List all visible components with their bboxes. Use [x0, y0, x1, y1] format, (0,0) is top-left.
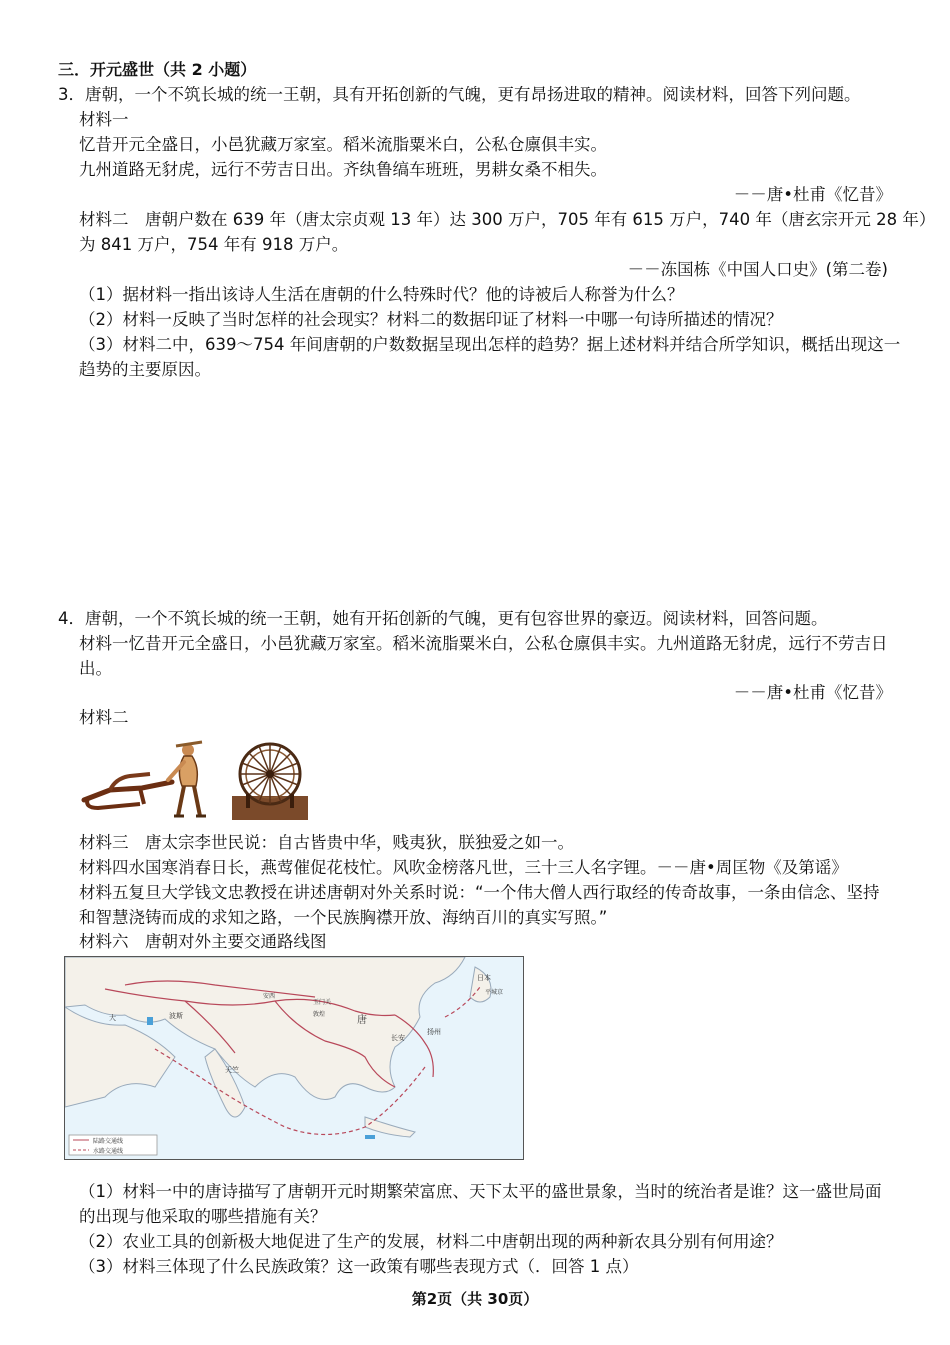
tang-trade-routes-map	[64, 956, 524, 1160]
q4-material6-caption: 材料六 唐朝对外主要交通路线图	[79, 932, 327, 951]
map-label-dunhuang: 敦煌	[313, 1011, 326, 1018]
map-label-changan: 长安	[391, 1034, 405, 1042]
q3-material2-source: －－冻国栋《中国人口史》(第二卷)	[627, 260, 888, 279]
water-wheel-illustration	[232, 738, 310, 822]
q3-subquestion-1: （1）据材料一指出该诗人生活在唐朝的什么特殊时代？他的诗被后人称誉为什么？	[79, 285, 684, 304]
map-label-yangzhou: 扬州	[427, 1028, 441, 1036]
map-legend-land: 陆路交通线	[93, 1138, 124, 1145]
map-legend-sea: 水路交通线	[93, 1148, 124, 1155]
q4-material4: 材料四水国寒消春日长，燕莺催促花枝忙。风吹金榜落凡世，三十三人名字锂。－－唐•周匡物《及第谣》	[79, 858, 848, 877]
q4-material1-line1: 材料一忆昔开元全盛日，小邑犹藏万家室。稻米流脂粟米白，公私仓廪俱丰实。九州道路无豺虎，远行不劳吉日	[79, 634, 888, 653]
q3-subquestion-2: （2）材料一反映了当时怎样的社会现实？材料二的数据印证了材料一中哪一句诗所描述的情况？	[79, 310, 783, 329]
q3-subquestion-3-line2: 趋势的主要原因。	[79, 360, 211, 379]
q4-subquestion-1-line2: 的出现与他采取的哪些措施有关？	[79, 1207, 327, 1226]
q3-material1-source: －－唐•杜甫《忆昔》	[733, 185, 892, 204]
q4-material1-source: －－唐•杜甫《忆昔》	[733, 683, 892, 702]
q3-subquestion-3-line1: （3）材料二中，639～754 年间唐朝的户数数据呈现出怎样的趋势？据上述材料并结合所学知识，概括出现这一	[79, 335, 901, 354]
map-label-bosi: 波斯	[169, 1012, 183, 1020]
q3-material2-line1: 材料二 唐朝户数在 639 年（唐太宗贞观 13 年）达 300 万户，705 年有 615 万户，740 年（唐玄宗开元 28 年）	[79, 210, 936, 229]
map-label-tianzhu: 天竺	[225, 1066, 239, 1074]
q4-subquestion-2: （2）农业工具的创新极大地促进了生产的发展，材料二中唐朝出现的两种新农具分别有何用途？	[79, 1232, 783, 1251]
q3-material2-line2: 为 841 万户，754 年有 918 万户。	[79, 235, 349, 254]
map-label-dashi: 大	[109, 1014, 116, 1022]
q4-material1-line2: 出。	[79, 659, 112, 678]
q4-material5-line2: 和智慧浇铸而成的求知之路，一个民族胸襟开放、海纳百川的真实写照。”	[79, 908, 608, 927]
map-label-yumen: 玉门关	[313, 999, 332, 1006]
map-label-anxi: 安西	[263, 993, 276, 1000]
q3-material1-line2: 九州道路无豺虎，远行不劳吉日出。齐纨鲁缟车班班，男耕女桑不相失。	[79, 160, 607, 179]
curved-plow-illustration	[80, 738, 218, 820]
section-title: 三．开元盛世（共 2 小题）	[58, 60, 257, 79]
q4-stem: 4．唐朝，一个不筑长城的统一王朝，她有开拓创新的气魄，更有包容世界的豪迈。阅读材料，回答问题。	[58, 609, 828, 628]
map-label-japan: 日本	[477, 974, 491, 982]
page-number: 第2页（共 30页）	[411, 1290, 539, 1308]
q4-material3: 材料三 唐太宗李世民说：自古皆贵中华，贱夷狄，朕独爱之如一。	[79, 833, 574, 852]
q4-subquestion-3: （3）材料三体现了什么民族政策？这一政策有哪些表现方式（．回答 1 点）	[79, 1257, 639, 1276]
map-label-tang: 唐	[357, 1015, 367, 1026]
map-label-heijo: 平城京	[485, 989, 504, 996]
q4-subquestion-1-line1: （1）材料一中的唐诗描写了唐朝开元时期繁荣富庶、天下太平的盛世景象，当时的统治者是谁？这一盛世局面	[79, 1182, 882, 1201]
q3-material1-line1: 忆昔开元全盛日，小邑犹藏万家室。稻米流脂粟米白，公私仓廪俱丰实。	[79, 135, 607, 154]
q3-material1-label: 材料一	[79, 110, 129, 129]
q4-material5-line1: 材料五复旦大学钱文忠教授在讲述唐朝对外关系时说：“一个伟大僧人西行取经的传奇故事，一条由信念、坚持	[79, 883, 880, 902]
q4-material2-label: 材料二	[79, 708, 129, 727]
q3-stem: 3．唐朝，一个不筑长城的统一王朝，具有开拓创新的气魄，更有昂扬进取的精神。阅读材料，回答下列问题。	[58, 85, 861, 104]
